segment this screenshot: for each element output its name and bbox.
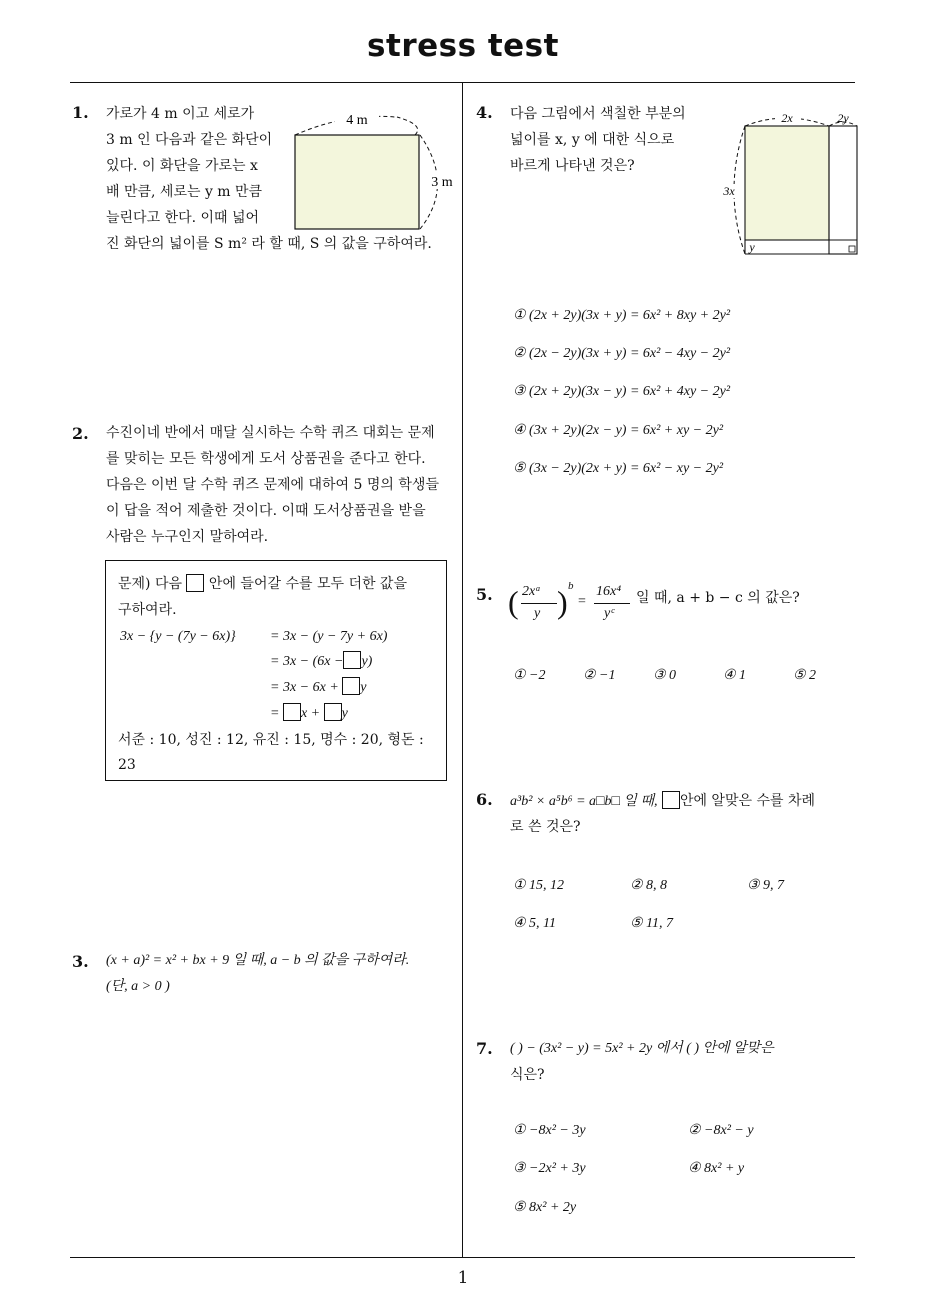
- question-2-text: [106, 420, 439, 550]
- question-4-line: 바르게 나타낸 것은?: [510, 158, 635, 174]
- question-5-number: 5.: [476, 585, 493, 604]
- question-2-number: 2.: [72, 424, 89, 443]
- equation-step-2: [270, 649, 372, 675]
- question-1-line: 배 만큼, 세로는 y m 만큼: [106, 184, 263, 200]
- equation-step-1: = 3x − (y − 7y + 6x): [270, 629, 388, 644]
- q5-option-1[interactable]: ① −2: [513, 668, 546, 683]
- q4-option-3[interactable]: ③ (2x + 2y)(3x − y) = 6x² + 4xy − 2y²: [513, 384, 731, 399]
- question-1-number: 1.: [72, 103, 89, 122]
- frac-2-denominator: yᶜ: [604, 606, 614, 621]
- question-4-number: 4.: [476, 103, 493, 122]
- question-2-problem-box: [105, 560, 447, 781]
- question-1-line: 가로가 4 m 이고 세로가: [106, 106, 255, 122]
- question-6-expression: a³b² × a⁵b⁶ = a□b□ 일 때,: [510, 794, 658, 809]
- question-1-line: 있다. 이 화단을 가로는 x: [106, 158, 258, 174]
- page-title: stress test: [367, 28, 559, 64]
- blank-box: [342, 677, 360, 695]
- step-2-text: = 3x − (6x −: [270, 654, 344, 669]
- question-4-text: [510, 101, 686, 179]
- blank-box: [283, 703, 301, 721]
- q5-option-4[interactable]: ④ 1: [723, 668, 747, 683]
- equals-sign: =: [578, 594, 586, 609]
- q7-option-3[interactable]: ③ −2x² + 3y: [513, 1161, 586, 1176]
- question-2-line: 이 답을 적어 제출한 것이다. 이때 도서상품권을 받을: [106, 503, 426, 519]
- flowerbed-rect: [295, 135, 419, 229]
- step-3-text: = 3x − 6x +: [270, 680, 339, 695]
- q6-option-5[interactable]: ⑤ 11, 7: [630, 916, 674, 931]
- width-label: 4 m: [346, 113, 368, 128]
- question-5-tail: 일 때, a + b − c 의 값은?: [636, 590, 800, 606]
- equation-lhs: 3x − {y − (7y − 6x)}: [120, 629, 236, 644]
- step-3-tail: y: [360, 680, 367, 695]
- blank-box: [343, 651, 361, 669]
- q6-option-3[interactable]: ③ 9, 7: [747, 878, 785, 893]
- equation-step-3: [270, 675, 367, 701]
- question-2-line: 를 맞히는 모든 학생에게 도서 상품권을 준다고 한다.: [106, 451, 426, 467]
- question-2-line: 수진이네 반에서 매달 실시하는 수학 퀴즈 대회는 문제: [106, 425, 435, 441]
- q4-option-2[interactable]: ② (2x − 2y)(3x + y) = 6x² − 4xy − 2y²: [513, 346, 731, 361]
- page-number: 1: [457, 1268, 469, 1288]
- blank-box: [662, 791, 680, 809]
- q6-option-2[interactable]: ② 8, 8: [630, 878, 668, 893]
- q7-option-5[interactable]: ⑤ 8x² + 2y: [513, 1200, 577, 1215]
- q4-option-4[interactable]: ④ (3x + 2y)(2x − y) = 6x² + xy − 2y²: [513, 423, 724, 438]
- question-2-line: 사람은 누구인지 말하여라.: [106, 529, 269, 545]
- frac-2-numerator: 16x⁴: [596, 584, 622, 599]
- question-4-figure: [715, 106, 865, 261]
- step-4-tail: y: [341, 706, 348, 721]
- equation-step-4: [270, 701, 348, 727]
- question-1-line: 늘린다고 한다. 이때 넓어: [106, 210, 260, 226]
- box-line-1: [118, 571, 407, 597]
- question-7-line-2: 식은?: [510, 1067, 545, 1083]
- question-3-line-1: (x + a)² = x² + bx + 9 일 때, a − b 의 값을 구하여라.: [106, 953, 410, 968]
- question-6-line-1: [510, 788, 815, 815]
- label-y: y: [749, 240, 755, 254]
- question-4-line: 다음 그림에서 색칠한 부분의: [510, 106, 686, 122]
- student-answers: 서준 : 10, 성진 : 12, 유진 : 15, 명수 : 20, 형돈 :: [118, 732, 424, 748]
- question-6-number: 6.: [476, 790, 493, 809]
- frac-1-denominator: y: [534, 606, 541, 621]
- step-2-tail: y): [361, 654, 373, 669]
- q5-option-3[interactable]: ③ 0: [653, 668, 677, 683]
- label-2x: 2x: [781, 111, 793, 125]
- question-1-figure: [285, 105, 460, 235]
- q7-option-4[interactable]: ④ 8x² + y: [688, 1161, 745, 1176]
- box-line-1-start: 문제) 다음: [118, 576, 183, 592]
- question-3-number: 3.: [72, 952, 89, 971]
- question-2-line: 다음은 이번 달 수학 퀴즈 문제에 대하여 5 명의 학생들: [106, 477, 439, 493]
- label-3x: 3x: [723, 184, 735, 198]
- bottom-rule: [70, 1257, 855, 1258]
- exponent-b: b: [568, 580, 574, 592]
- question-6-line-2: 로 쓴 것은?: [510, 819, 581, 835]
- step-4-mid: x +: [300, 706, 321, 721]
- question-1-line: 3 m 인 다음과 같은 화단이: [106, 132, 273, 148]
- box-line-1-end: 안에 들어갈 수를 모두 더한 값을: [208, 576, 407, 592]
- column-divider: [462, 83, 463, 1258]
- question-4-line: 넓이를 x, y 에 대한 식으로: [510, 132, 675, 148]
- question-7-number: 7.: [476, 1039, 493, 1058]
- q6-option-4[interactable]: ④ 5, 11: [513, 916, 557, 931]
- student-answers-cont: 23: [118, 757, 136, 773]
- question-6-instruction: 안에 알맞은 수를 차례: [679, 793, 816, 809]
- shaded-region: [745, 126, 829, 240]
- q4-option-5[interactable]: ⑤ (3x − 2y)(2x + y) = 6x² − xy − 2y²: [513, 461, 724, 476]
- height-label: 3 m: [431, 175, 453, 190]
- box-line-2: 구하여라.: [118, 602, 177, 618]
- label-2y: 2y: [837, 111, 849, 125]
- q7-option-1[interactable]: ① −8x² − 3y: [513, 1123, 586, 1138]
- q4-option-1[interactable]: ① (2x + 2y)(3x + y) = 6x² + 8xy + 2y²: [513, 308, 731, 323]
- q5-option-5[interactable]: ⑤ 2: [793, 668, 817, 683]
- question-7-line-1: ( ) − (3x² − y) = 5x² + 2y 에서 ( ) 안에 알맞은: [510, 1041, 774, 1056]
- frac-1-numerator: 2xᵃ: [522, 584, 541, 599]
- step-4-eq: =: [270, 706, 280, 721]
- question-3-line-2: (단, a > 0 ): [106, 979, 170, 994]
- blank-box: [324, 703, 342, 721]
- q5-option-2[interactable]: ② −1: [583, 668, 616, 683]
- question-1-line: 진 화단의 넓이를 S m² 라 할 때, S 의 값을 구하여라.: [106, 236, 432, 252]
- q7-option-2[interactable]: ② −8x² − y: [688, 1123, 754, 1138]
- q6-option-1[interactable]: ① 15, 12: [513, 878, 565, 893]
- blank-box: [186, 574, 204, 592]
